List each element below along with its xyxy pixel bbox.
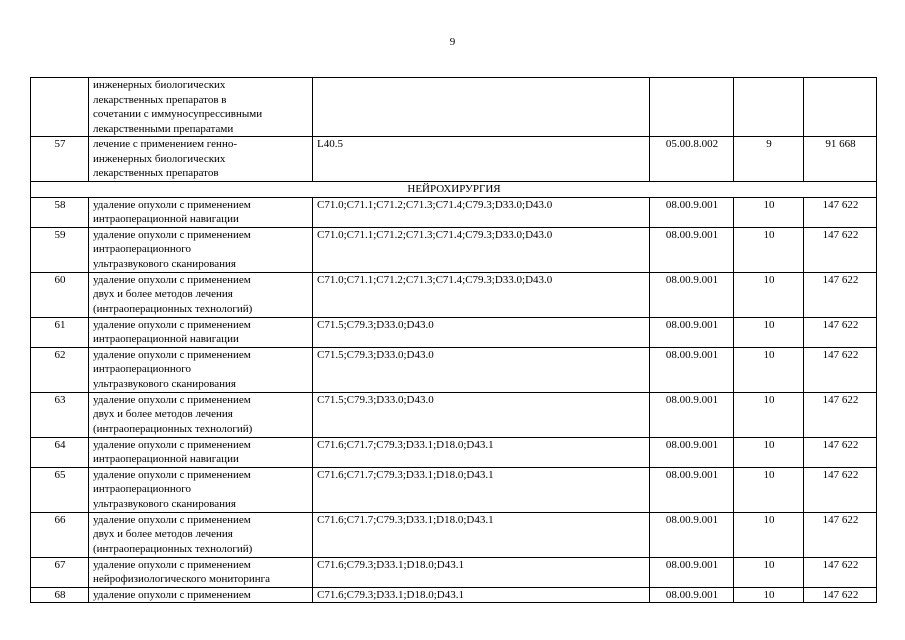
cell-codes: C71.5;C79.3;D33.0;D43.0 [313, 392, 650, 437]
cell-group: 10 [734, 587, 804, 603]
cell-codes: C71.5;C79.3;D33.0;D43.0 [313, 347, 650, 392]
name-line: удаление опухоли с применением [93, 393, 251, 406]
name-line: интраоперационного [93, 243, 192, 255]
cell-num: 59 [31, 227, 89, 272]
cell-cost: 147 622 [804, 392, 877, 437]
cell-cost [804, 78, 877, 137]
cell-num: 60 [31, 272, 89, 317]
cell-group: 10 [734, 392, 804, 437]
cell-name [89, 137, 313, 182]
table-row-57 [31, 137, 877, 182]
cell-name [89, 437, 313, 467]
section-header-row [31, 181, 877, 197]
name-line: интраоперационной навигации [93, 453, 239, 465]
name-line: удаление опухоли с применением [93, 513, 251, 526]
cell-group: 10 [734, 512, 804, 557]
cell-model: 08.00.9.001 [650, 557, 734, 587]
cell-codes: C71.6;C71.7;C79.3;D33.1;D18.0;D43.1 [313, 467, 650, 512]
table-row [31, 437, 877, 467]
cell-num: 67 [31, 557, 89, 587]
name-line: лекарственными препаратами [93, 122, 234, 135]
cell-cost: 147 622 [804, 557, 877, 587]
cell-name [89, 197, 313, 227]
cell-cost: 147 622 [804, 317, 877, 347]
name-line: двух и более методов лечения [93, 288, 233, 300]
cell-cost: 147 622 [804, 272, 877, 317]
cell-codes: C71.6;C71.7;C79.3;D33.1;D18.0;D43.1 [313, 437, 650, 467]
name-line: лекарственных препаратов [93, 167, 219, 179]
cell-name [89, 272, 313, 317]
name-line: интраоперационной навигации [93, 213, 239, 225]
table-row-continuation [31, 78, 877, 137]
table-row [31, 197, 877, 227]
cell-cost: 147 622 [804, 197, 877, 227]
cell-model: 08.00.9.001 [650, 392, 734, 437]
cell-cost: 147 622 [804, 347, 877, 392]
cell-num [31, 78, 89, 137]
name-line: инженерных биологических [93, 152, 226, 165]
cell-model: 08.00.9.001 [650, 347, 734, 392]
cell-codes: C71.5;C79.3;D33.0;D43.0 [313, 317, 650, 347]
cell-model: 08.00.9.001 [650, 272, 734, 317]
cell-group: 10 [734, 437, 804, 467]
name-line: удаление опухоли с применением [93, 588, 251, 601]
cell-name [89, 227, 313, 272]
name-line: лечение с применением генно- [93, 138, 237, 150]
table-row [31, 587, 877, 603]
cell-model: 08.00.9.001 [650, 587, 734, 603]
page-number: 9 [449, 36, 456, 48]
cell-model: 08.00.9.001 [650, 467, 734, 512]
cell-codes: L40.5 [313, 137, 650, 182]
cell-num: 65 [31, 467, 89, 512]
cell-group: 10 [734, 317, 804, 347]
name-line: двух и более методов лечения [93, 408, 233, 420]
cell-name [89, 392, 313, 437]
name-line: инженерных биологических [93, 79, 226, 91]
name-line: (интраоперационных технологий) [93, 422, 253, 435]
cell-name [89, 467, 313, 512]
name-line: двух и более методов лечения [93, 528, 233, 540]
cell-cost: 147 622 [804, 467, 877, 512]
name-line: удаление опухоли с применением [93, 438, 251, 451]
cell-num: 66 [31, 512, 89, 557]
name-line: ультразвукового сканирования [93, 497, 236, 510]
cell-num: 58 [31, 197, 89, 227]
cell-num: 62 [31, 347, 89, 392]
cell-num: 57 [31, 137, 89, 182]
cell-codes: C71.6;C79.3;D33.1;D18.0;D43.1 [313, 557, 650, 587]
name-line: удаление опухоли с применением [93, 273, 251, 286]
cell-name [89, 587, 313, 603]
cell-num: 68 [31, 587, 89, 603]
table-row [31, 512, 877, 557]
table-row [31, 347, 877, 392]
cell-cost: 147 622 [804, 587, 877, 603]
name-line: удаление опухоли с применением [93, 468, 251, 481]
cell-model: 08.00.9.001 [650, 197, 734, 227]
cell-codes: C71.0;C71.1;C71.2;C71.3;C71.4;C79.3;D33.0;D43.0 [313, 272, 650, 317]
cell-codes: C71.6;C79.3;D33.1;D18.0;D43.1 [313, 587, 650, 603]
cell-name [89, 557, 313, 587]
cell-num: 63 [31, 392, 89, 437]
cell-cost: 147 622 [804, 227, 877, 272]
cell-name [89, 78, 313, 137]
name-line: (интраоперационных технологий) [93, 302, 253, 315]
name-line: нейрофизиологического мониторинга [93, 573, 271, 585]
cell-group: 10 [734, 197, 804, 227]
cell-group: 10 [734, 272, 804, 317]
cell-cost: 147 622 [804, 512, 877, 557]
table-row [31, 467, 877, 512]
cell-model: 08.00.9.001 [650, 437, 734, 467]
name-line: (интраоперационных технологий) [93, 542, 253, 555]
cell-model: 08.00.9.001 [650, 227, 734, 272]
tariff-table [30, 77, 877, 603]
table-row [31, 317, 877, 347]
section-title: НЕЙРОХИРУРГИЯ [31, 181, 877, 197]
name-line: удаление опухоли с применением [93, 318, 251, 331]
cell-model: 08.00.9.001 [650, 317, 734, 347]
cell-num: 64 [31, 437, 89, 467]
cell-name [89, 317, 313, 347]
name-line: интраоперационного [93, 483, 192, 495]
name-line: удаление опухоли с применением [93, 198, 251, 211]
name-line: лекарственных препаратов в [93, 93, 227, 106]
cell-model: 05.00.8.002 [650, 137, 734, 182]
name-line: интраоперационной навигации [93, 333, 239, 345]
cell-name [89, 347, 313, 392]
cell-num: 61 [31, 317, 89, 347]
cell-name [89, 512, 313, 557]
cell-group: 10 [734, 227, 804, 272]
name-line: интраоперационного [93, 363, 192, 375]
cell-group: 9 [734, 137, 804, 182]
cell-codes: C71.6;C71.7;C79.3;D33.1;D18.0;D43.1 [313, 512, 650, 557]
cell-model [650, 78, 734, 137]
name-line: сочетании с иммуносупрессивными [93, 108, 263, 120]
cell-codes [313, 78, 650, 137]
table-row [31, 392, 877, 437]
name-line: ультразвукового сканирования [93, 377, 236, 390]
name-line: удаление опухоли с применением [93, 228, 251, 241]
cell-group: 10 [734, 557, 804, 587]
cell-group [734, 78, 804, 137]
cell-codes: C71.0;C71.1;C71.2;C71.3;C71.4;C79.3;D33.0;D43.0 [313, 197, 650, 227]
table-row [31, 557, 877, 587]
name-line: удаление опухоли с применением [93, 348, 251, 361]
cell-group: 10 [734, 347, 804, 392]
table-row [31, 272, 877, 317]
name-line: ультразвукового сканирования [93, 257, 236, 270]
table-row [31, 227, 877, 272]
cell-cost: 91 668 [804, 137, 877, 182]
cell-model: 08.00.9.001 [650, 512, 734, 557]
cell-cost: 147 622 [804, 437, 877, 467]
name-line: удаление опухоли с применением [93, 558, 251, 571]
cell-codes: C71.0;C71.1;C71.2;C71.3;C71.4;C79.3;D33.0;D43.0 [313, 227, 650, 272]
cell-group: 10 [734, 467, 804, 512]
